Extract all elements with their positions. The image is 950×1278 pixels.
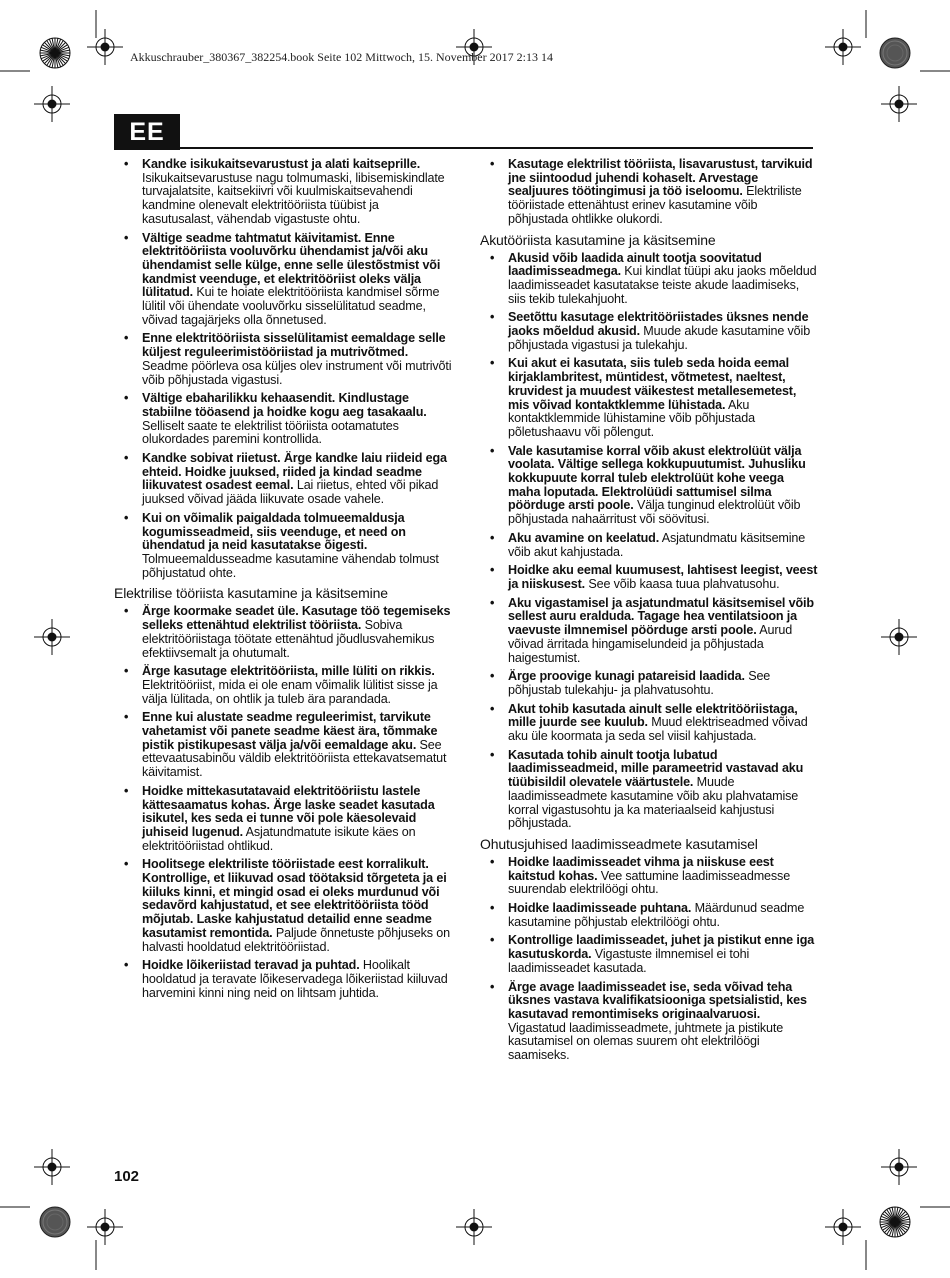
list-item: • Vale kasutamise korral võib akust elektrolüüt välja voolata. Vältige sellega kokkupuutumist. Juhusliku kokkupuute korral tuleb elektrolüüt kohe veega maha loputada. Elektrolüüdi sattumisel silma pöörduge arsti poole. Välja tunginud elektrolüüt võib põhjustada nahaärritust või söövitusi. <box>480 445 818 527</box>
list-item: • Enne elektritööriista sisselülitamist eemaldage selle küljest reguleerimistööriistad ja mutrivõtmed. Seadme pöörleva osa küljes olev instrument või mutrivõti võib põhjustada vigastusi. <box>114 332 452 387</box>
right-column <box>480 158 818 1068</box>
page-number: 102 <box>114 1168 140 1185</box>
list-item: • Vältige seadme tahtmatut käivitamist. Enne elektritööriista vooluvõrku ühendamist ja/või aku ühendamist selle külge, enne selle ülestõstmist või kandmist veenduge, et elektritööriist oleks välja lülitatud. Kui te hoiate elektritööriista kandmisel sõrme lülitil või ühendate vooluvõrku sisselülitatud seadme, võivad tagajärjeks olla õnnetused. <box>114 232 452 328</box>
section-heading: Elektrilise tööriista kasutamine ja käsitsemine <box>114 585 388 602</box>
list-item: • Hoidke aku eemal kuumusest, lahtisest leegist, veest ja niiskusest. See võib kaasa tuua plahvatusohu. <box>480 564 818 591</box>
bullet-list <box>480 158 818 227</box>
list-item: • Ärge kasutage elektritööriista, mille lüliti on rikkis. Elektritööriist, mida ei ole enam võimalik lülitist sisse ja välja lülitada, on ohtlik ja tuleb ära parandada. <box>114 665 452 706</box>
list-item: • Kasutage elektrilist tööriista, lisavarustust, tarvikuid jne siintoodud juhendi kohaselt. Arvestage sealjuures töötingimusi ja töö iseloomu. Elektriliste tööriistade ettenähtust erinev kasutamine võib põhjustada ohtlikke olukordi. <box>480 158 818 227</box>
bullet-list <box>480 856 818 1063</box>
list-item: • Vältige ebaharilikku kehaasendit. Kindlustage stabiilne tööasend ja hoidke kogu aeg tasakaalu. Selliselt saate te elektrilist tööriista ootamatutes olukordades paremini kontrollida. <box>114 392 452 447</box>
list-item: • Akut tohib kasutada ainult selle elektritööriistaga, mille juurde see kuulub. Muud elektriseadmed võivad aku üle koormata ja seda sel viisil kahjustada. <box>480 703 818 744</box>
bullet-list <box>114 605 452 1000</box>
list-item: • Kui on võimalik paigaldada tolmueemaldusja kogumisseadmeid, siis veenduge, et need on ühendatud ja neid kasutatakse õigesti. Tolmueemaldusseadme kasutamine vähendab tolmust põhjustatud ohte. <box>114 512 452 581</box>
list-item: • Hoidke laadimisseade puhtana. Määrdunud seadme kasutamine põhjustab elektrilöögi ohtu. <box>480 902 818 929</box>
list-item: • Kandke sobivat riietust. Ärge kandke laiu riideid ega ehteid. Hoidke juuksed, riided ja kindad seadme liikuvatest osadest eemal. Lai riietus, ehted või pikad juuksed võivad jääda liikuvate osade vahele. <box>114 452 452 507</box>
list-item: • Seetõttu kasutage elektritööriistades üksnes nende jaoks mõeldud akusid. Muude akude kasutamine võib põhjustada vigastusi ja tulekahju. <box>480 311 818 352</box>
bullet-list <box>114 158 452 580</box>
list-item: • Kandke isikukaitsevarustust ja alati kaitseprille. Isikukaitsevarustuse nagu tolmumaski, libisemiskindlate turvajalatsite, kaitsekiivri või kuulmiskaitsevahendi kandmine olenevalt elektritööriista tüübist ja kasutusalast, vähendab vigastuste ohtu. <box>114 158 452 227</box>
section-heading: Ohutusjuhised laadimisseadmete kasutamisel <box>480 835 758 852</box>
section-heading: Akutööriista kasutamine ja käsitsemine <box>480 231 716 248</box>
list-item: • Enne kui alustate seadme reguleerimist, tarvikute vahetamist või panete seadme käest ära, tõmmake pistik pistikupesast välja ja/või eemaldage aku. See ettevaatusabinõu väldib elektritööriista ettekavatsematut käivitamist. <box>114 711 452 780</box>
list-item: • Akusid võib laadida ainult tootja soovitatud laadimisseadmega. Kui kindlat tüüpi aku jaoks mõeldud laadimisseadet kasutatakse teiste akude laadimiseks, siis tekib tulekahjuoht. <box>480 252 818 307</box>
list-item: • Ärge koormake seadet üle. Kasutage töö tegemiseks selleks ettenähtud elektrilist tööriista. Sobiva elektritööriistaga töötate ettenähtud jõudlusvahemikus efektiivsemalt ja ohutumalt. <box>114 605 452 660</box>
header-rule <box>180 147 813 149</box>
list-item: • Kasutada tohib ainult tootja lubatud laadimisseadmeid, mille parameetrid vastavad aku tüübisildil olevatele väärtustele. Muude laadimisseadmete kasutamine võib aku plahvatamise korral vigastusohtu ja ka materiaalseid kahjustusi põhjustada. <box>480 749 818 831</box>
list-item: • Kui akut ei kasutata, siis tuleb seda hoida eemal kirjaklambritest, müntidest, võtmetest, naeltest, kruvidest ja muudest väikestest metallesemetest, mis võivad kontaktklemme lühistada. Aku kontaktklemmide lühistamine võib põhjustada põletushaavu või põlengut. <box>480 357 818 439</box>
list-item: • Aku avamine on keelatud. Asjatundmatu käsitsemine võib akut kahjustada. <box>480 532 818 559</box>
list-item: • Hoidke lõikeriistad teravad ja puhtad. Hoolikalt hooldatud ja teravate lõikeservadega lõikeriistad kiiluvad harvemini kinni ning neid on lihtsam juhtida. <box>114 959 452 1000</box>
list-item: • Aku vigastamisel ja asjatundmatul käsitsemisel võib sellest auru eralduda. Tagage hea ventilatsioon ja vaevuste ilmnemisel pöörduge arsti poole. Aurud võivad ärritada hingamiselundeid ja põhjustada haigestumist. <box>480 597 818 666</box>
left-column <box>114 158 452 1005</box>
language-badge: EE <box>114 114 180 150</box>
list-item: • Hoidke mittekasutatavaid elektritööriistu lastele kättesaamatus kohas. Ärge laske seadet kasutada isikutel, kes seda ei tunne või pole käesolevaid juhiseid lugenud. Asjatundmatute isikute käes on elektritööriistad ohtlikud. <box>114 785 452 854</box>
bullet-list <box>480 252 818 831</box>
file-slug: Akkuschrauber_380367_382254.book Seite 102 Mittwoch, 15. November 2017 2:13 14 <box>130 50 553 64</box>
list-item: • Hoolitsege elektriliste tööriistade eest korralikult. Kontrollige, et liikuvad osad töötaksid tõrgeteta ja ei kiiluks kinni, et mingid osad ei oleks murdunud või sedavõrd kahjustatud, et see elektritööriista tööd mõjutab. Laske kahjustatud detailid enne seadme kasutamist remontida. Paljude õnnetuste põhjuseks on halvasti hooldatud elektritööriistad. <box>114 858 452 954</box>
list-item: • Hoidke laadimisseadet vihma ja niiskuse eest kaitstud kohas. Vee sattumine laadimisseadmesse suurendab elektrilöögi ohtu. <box>480 856 818 897</box>
list-item: • Ärge proovige kunagi patareisid laadida. See põhjustab tulekahju- ja plahvatusohtu. <box>480 670 818 697</box>
list-item: • Ärge avage laadimisseadet ise, seda võivad teha üksnes vastava kvalifikatsiooniga spetsialistid, kes kasutavad remontimiseks originaalvaruosi. Vigastatud laadimisseadmete, juhtmete ja pistikute kasutamisel on olemas suurem oht elektrilöögi saamiseks. <box>480 981 818 1063</box>
list-item: • Kontrollige laadimisseadet, juhet ja pistikut enne iga kasutuskorda. Vigastuste ilmnemisel ei tohi laadimisseadet kasutada. <box>480 934 818 975</box>
